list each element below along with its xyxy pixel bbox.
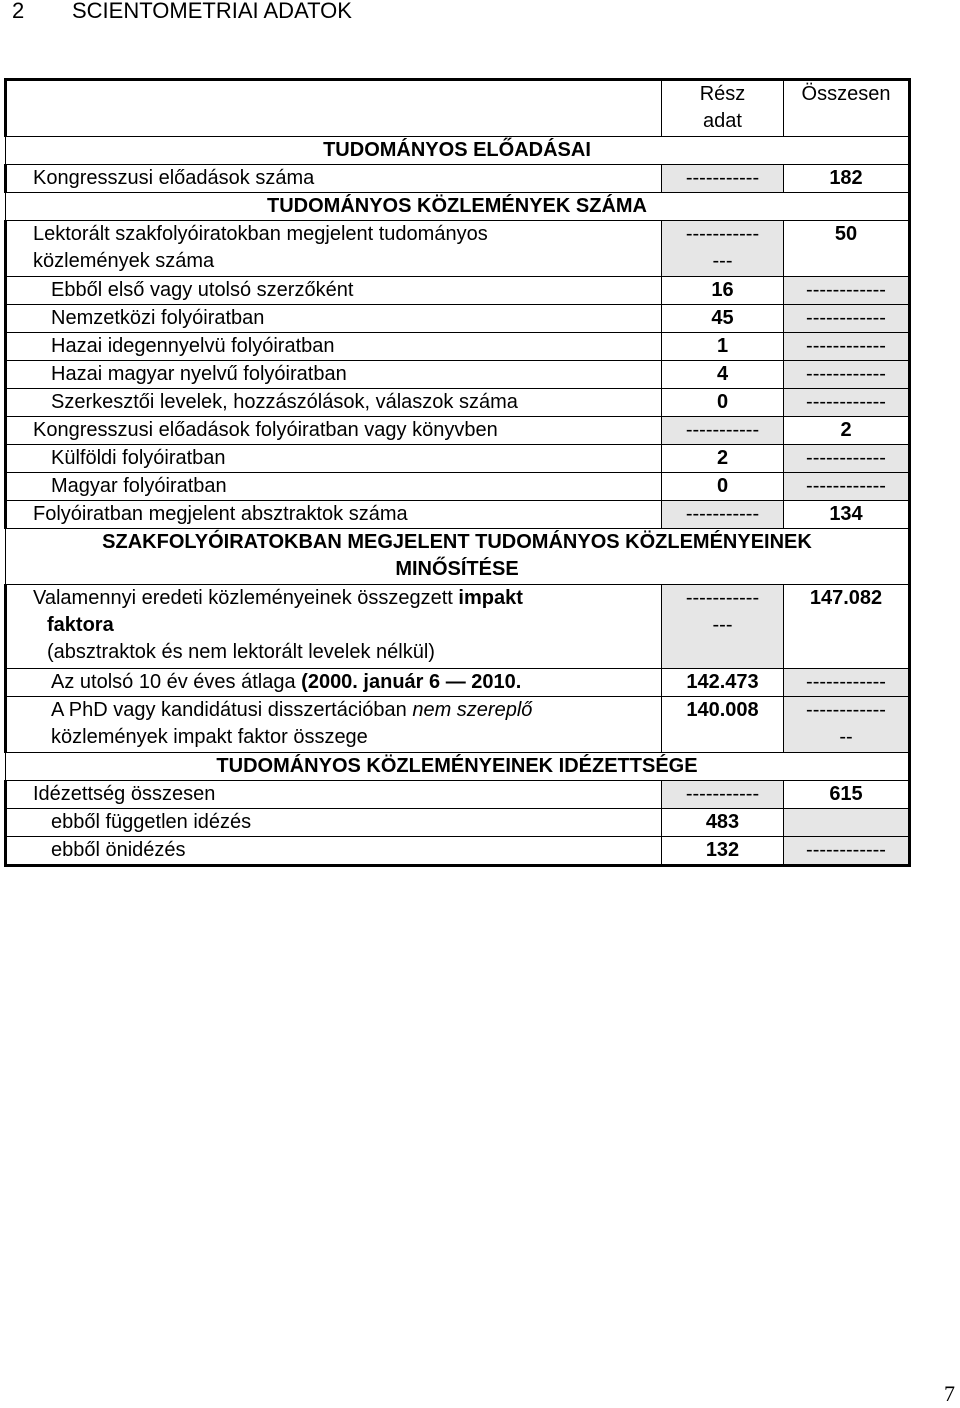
label-abstracts: Folyóiratban megjelent absztraktok száma: [6, 501, 662, 529]
section-row-lectures: [6, 137, 910, 165]
total-self: ------------: [784, 837, 910, 866]
table-row: [6, 445, 910, 473]
part-last10: 142.473: [662, 669, 784, 697]
section-lectures: TUDOMÁNYOS ELŐADÁSAI: [6, 137, 910, 165]
part-domestic-foreign: 1: [662, 333, 784, 361]
section-rating: [6, 529, 910, 585]
label-impact: [6, 585, 662, 669]
label-last10-bold-b: 2010.: [465, 671, 522, 693]
part-congress-in-journal: -----------: [662, 417, 784, 445]
label-reviewed: [6, 221, 662, 277]
table-row: [6, 697, 910, 753]
label-phd-italic: nem szereplő: [412, 699, 533, 721]
header-part-line1: Rész: [699, 83, 746, 105]
label-self: ebből önidézés: [6, 837, 662, 866]
scientometric-table: [4, 78, 911, 867]
total-citations-total: 615: [784, 781, 910, 809]
total-international: ------------: [784, 305, 910, 333]
header-empty-cell: [6, 80, 662, 137]
table-row: [6, 389, 910, 417]
part-hungarian-journals: 0: [662, 473, 784, 501]
label-foreign-journals: Külföldi folyóiratban: [6, 445, 662, 473]
total-hungarian-journals: ------------: [784, 473, 910, 501]
section-row-citations: [6, 753, 910, 781]
label-reviewed-line2: közlemények száma: [33, 250, 215, 272]
header-total-cell: Összesen: [784, 80, 910, 137]
total-reviewed: 50: [784, 221, 910, 277]
label-congress-talks: Kongresszusi előadások száma: [6, 165, 662, 193]
table-row: [6, 333, 910, 361]
heading-number: 2: [12, 0, 25, 23]
total-last10: ------------: [784, 669, 910, 697]
table-row: [6, 361, 910, 389]
section-rating-line1: SZAKFOLYÓIRATOKBAN MEGJELENT TUDOMÁNYOS KÖZLEMÉNYEINEK: [102, 531, 812, 553]
label-phd: [6, 697, 662, 753]
part-impact-line2: ---: [712, 614, 733, 636]
label-domestic-hungarian: Hazai magyar nyelvű folyóiratban: [6, 361, 662, 389]
part-abstracts: -----------: [662, 501, 784, 529]
table-row: [6, 809, 910, 837]
label-letters: Szerkesztői levelek, hozzászólások, válaszok száma: [6, 389, 662, 417]
label-impact-plain: Valamennyi eredeti közleményeinek összegzett: [33, 587, 459, 609]
part-domestic-hungarian: 4: [662, 361, 784, 389]
part-self: 132: [662, 837, 784, 866]
part-citations-total: -----------: [662, 781, 784, 809]
table-row: [6, 669, 910, 697]
label-reviewed-line1: Lektorált szakfolyóiratokban megjelent tudományos: [33, 223, 488, 245]
section-publications: TUDOMÁNYOS KÖZLEMÉNYEK SZÁMA: [6, 193, 910, 221]
label-last10-dash: —: [445, 671, 466, 693]
table-row: [6, 277, 910, 305]
table-row: [6, 473, 910, 501]
total-letters: ------------: [784, 389, 910, 417]
label-congress-in-journal: Kongresszusi előadások folyóiratban vagy könyvben: [6, 417, 662, 445]
label-impact-faktora: faktora: [47, 614, 114, 636]
part-letters: 0: [662, 389, 784, 417]
total-independent-empty: [784, 809, 910, 837]
part-first-last-author: 16: [662, 277, 784, 305]
label-impact-bold: impakt: [458, 587, 523, 609]
label-last10: [6, 669, 662, 697]
total-impact: 147.082: [784, 585, 910, 669]
part-international: 45: [662, 305, 784, 333]
label-phd-plain: A PhD vagy kandidátusi disszertációban: [51, 699, 413, 721]
part-reviewed-line1: -----------: [685, 223, 760, 245]
label-first-last-author: Ebből első vagy utolsó szerzőként: [6, 277, 662, 305]
table-row: [6, 305, 910, 333]
label-international: Nemzetközi folyóiratban: [6, 305, 662, 333]
table-row: [6, 417, 910, 445]
total-congress-talks: 182: [784, 165, 910, 193]
total-abstracts: 134: [784, 501, 910, 529]
section-row-publications: [6, 193, 910, 221]
part-foreign-journals: 2: [662, 445, 784, 473]
table-row: [6, 501, 910, 529]
table-row: [6, 585, 910, 669]
heading-title: SCIENTOMETRIAI ADATOK: [72, 0, 352, 23]
label-impact-note: (absztraktok és nem lektorált levelek nélkül): [47, 641, 435, 663]
label-citations-total: Idézettség összesen: [6, 781, 662, 809]
part-impact: [662, 585, 784, 669]
label-phd-line2: közlemények impakt faktor összege: [51, 726, 368, 748]
label-last10-bold-a: (2000. január 6: [301, 671, 446, 693]
total-first-last-author: ------------: [784, 277, 910, 305]
section-rating-line2: MINŐSÍTÉSE: [395, 558, 519, 580]
page-heading: [12, 0, 352, 24]
table-header-row: [6, 80, 910, 137]
total-foreign-journals: ------------: [784, 445, 910, 473]
table-row: [6, 165, 910, 193]
section-citations: TUDOMÁNYOS KÖZLEMÉNYEINEK IDÉZETTSÉGE: [6, 753, 910, 781]
table-row: [6, 781, 910, 809]
page-number: 7: [944, 1381, 955, 1406]
section-row-rating: [6, 529, 910, 585]
label-last10-plain: Az utolsó 10 év éves átlaga: [51, 671, 302, 693]
total-phd-line1: ------------: [806, 699, 886, 721]
part-congress-talks: -----------: [662, 165, 784, 193]
label-hungarian-journals: Magyar folyóiratban: [6, 473, 662, 501]
table-row: [6, 837, 910, 866]
label-independent: ebből független idézés: [6, 809, 662, 837]
part-independent: 483: [662, 809, 784, 837]
header-part-line2: adat: [703, 110, 742, 132]
part-phd: 140.008: [662, 697, 784, 753]
total-phd-line2: --: [839, 726, 853, 748]
total-domestic-hungarian: ------------: [784, 361, 910, 389]
total-domestic-foreign: ------------: [784, 333, 910, 361]
part-reviewed: [662, 221, 784, 277]
total-congress-in-journal: 2: [784, 417, 910, 445]
part-impact-line1: -----------: [685, 587, 760, 609]
part-reviewed-line2: ---: [712, 250, 733, 272]
total-phd: [784, 697, 910, 753]
label-domestic-foreign: Hazai idegennyelvü folyóiratban: [6, 333, 662, 361]
table-row: [6, 221, 910, 277]
header-part-cell: [662, 80, 784, 137]
